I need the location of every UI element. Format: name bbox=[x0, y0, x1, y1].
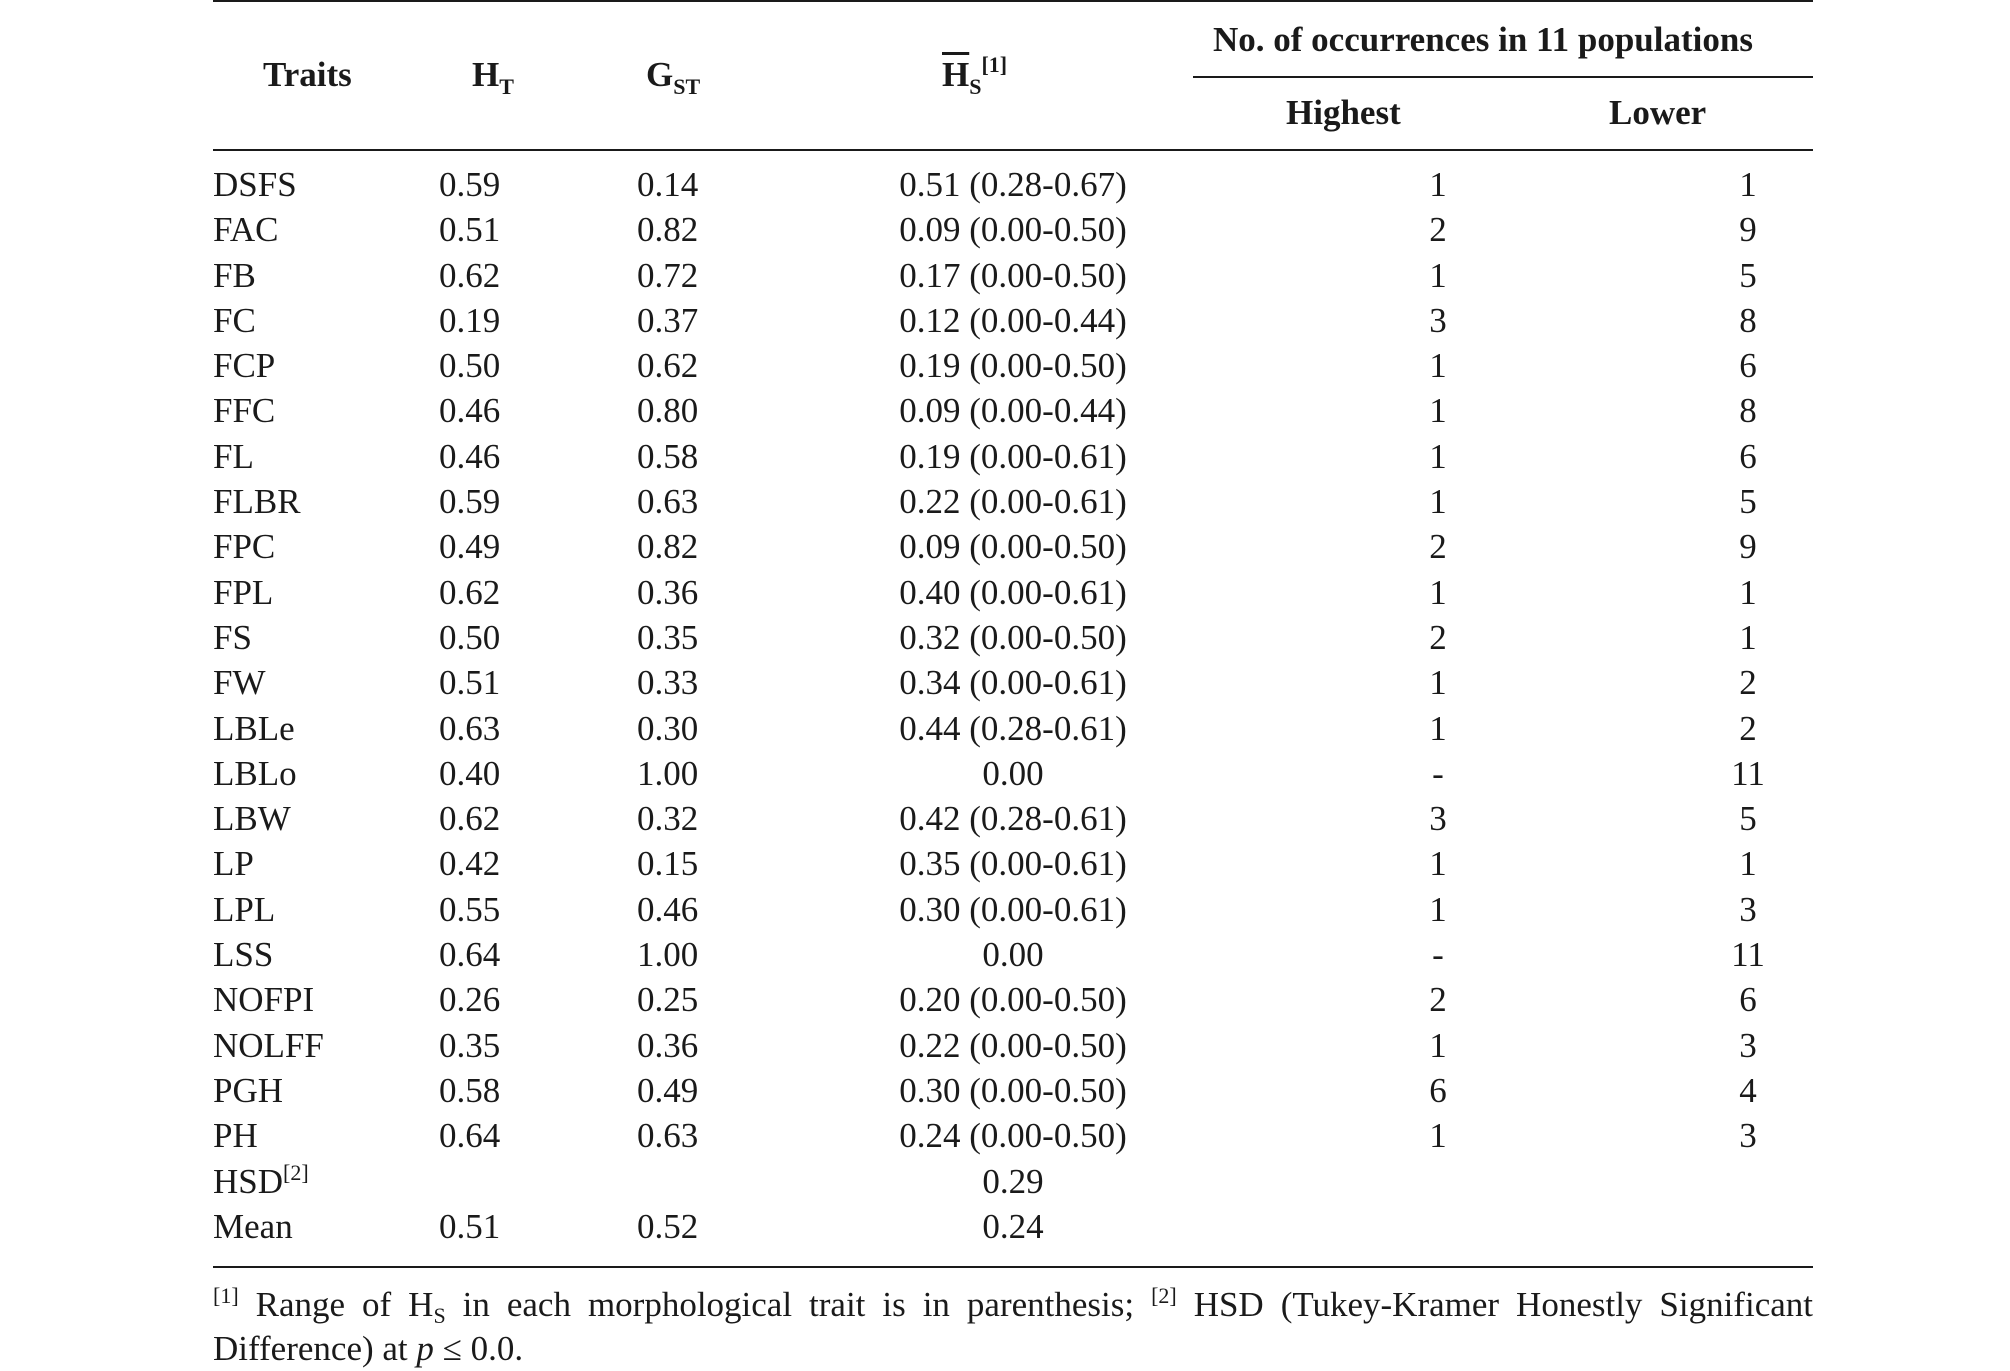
cell-gst: 0.82 bbox=[637, 210, 699, 250]
cell-highest: 3 bbox=[1429, 300, 1447, 340]
table-row bbox=[213, 796, 1813, 841]
table-row-hsd bbox=[213, 1159, 1813, 1204]
cell-trait: HSD[2] bbox=[213, 1159, 309, 1201]
cell-hs: 0.09 (0.00-0.50) bbox=[899, 210, 1127, 250]
table-row bbox=[213, 524, 1813, 569]
cell-ht: 0.62 bbox=[439, 799, 501, 839]
cell-hs: 0.32 (0.00-0.50) bbox=[899, 617, 1127, 657]
cell-ht: 0.63 bbox=[439, 708, 501, 748]
cell-highest: 3 bbox=[1429, 799, 1447, 839]
cell-highest: 1 bbox=[1429, 165, 1447, 204]
cell-hs: 0.35 (0.00-0.61) bbox=[899, 844, 1127, 884]
cell-lower: 11 bbox=[1731, 753, 1765, 793]
cell-lower: 5 bbox=[1739, 482, 1757, 522]
cell-gst: 0.35 bbox=[637, 617, 699, 657]
cell-trait: FS bbox=[213, 617, 252, 657]
cell-trait: FC bbox=[213, 300, 256, 340]
cell-hs: 0.42 (0.28-0.61) bbox=[899, 799, 1127, 839]
cell-highest: 2 bbox=[1429, 617, 1447, 657]
table-row-mean bbox=[213, 1204, 1813, 1249]
table-row bbox=[213, 751, 1813, 796]
cell-trait: FPL bbox=[213, 572, 274, 612]
cell-lower: 3 bbox=[1739, 889, 1757, 929]
cell-trait: PGH bbox=[213, 1070, 284, 1110]
cell-hs: 0.00 bbox=[982, 935, 1044, 975]
cell-hs: 0.24 (0.00-0.50) bbox=[899, 1116, 1127, 1156]
cell-trait: NOLFF bbox=[213, 1025, 324, 1065]
cell-trait: FB bbox=[213, 255, 256, 295]
cell-trait: LBLo bbox=[213, 753, 297, 793]
header-lower: Lower bbox=[1609, 93, 1707, 132]
header-highest: Highest bbox=[1286, 93, 1401, 132]
cell-trait: DSFS bbox=[213, 165, 297, 204]
cell-highest: 1 bbox=[1429, 889, 1447, 929]
cell-trait: FL bbox=[213, 436, 254, 476]
cell-highest: 1 bbox=[1429, 391, 1447, 431]
cell-ht: 0.50 bbox=[439, 617, 501, 657]
cell-lower: 3 bbox=[1739, 1116, 1757, 1156]
cell-highest: 2 bbox=[1429, 210, 1447, 250]
cell-hs: 0.09 (0.00-0.44) bbox=[899, 391, 1127, 431]
cell-ht: 0.19 bbox=[439, 300, 501, 340]
table-body bbox=[213, 162, 1813, 1249]
cell-highest: 1 bbox=[1429, 844, 1447, 884]
cell-gst: 0.36 bbox=[637, 572, 699, 612]
header-gst: $G_{ST}$ bbox=[646, 55, 701, 99]
cell-ht: 0.46 bbox=[439, 436, 501, 476]
cell-gst: 0.32 bbox=[637, 799, 699, 839]
cell-gst: 0.49 bbox=[637, 1070, 699, 1110]
cell-hs: 0.30 (0.00-0.61) bbox=[899, 889, 1127, 929]
cell-ht: 0.55 bbox=[439, 889, 501, 929]
cell-trait: PH bbox=[213, 1116, 258, 1156]
cell-hs: 0.29 bbox=[982, 1161, 1044, 1201]
header-hs: $\overline{H}_S[1]$ bbox=[942, 52, 1008, 99]
occurrences-subrule bbox=[1193, 76, 1813, 78]
cell-ht: 0.59 bbox=[439, 165, 501, 204]
cell-ht: 0.58 bbox=[439, 1070, 501, 1110]
cell-trait: NOFPI bbox=[213, 980, 315, 1020]
cell-highest: 6 bbox=[1429, 1070, 1447, 1110]
table-row bbox=[213, 615, 1813, 660]
cell-highest: 1 bbox=[1429, 572, 1447, 612]
cell-hs: 0.20 (0.00-0.50) bbox=[899, 980, 1127, 1020]
cell-highest: 1 bbox=[1429, 346, 1447, 386]
table-row bbox=[213, 570, 1813, 615]
cell-lower: 1 bbox=[1739, 844, 1757, 884]
cell-lower: 6 bbox=[1739, 346, 1757, 386]
table-row bbox=[213, 932, 1813, 977]
cell-hs: 0.09 (0.00-0.50) bbox=[899, 527, 1127, 567]
bottom-rule bbox=[213, 1266, 1813, 1268]
cell-lower: 1 bbox=[1739, 617, 1757, 657]
cell-lower: 8 bbox=[1739, 300, 1757, 340]
cell-lower: 3 bbox=[1739, 1025, 1757, 1065]
cell-hs: 0.19 (0.00-0.61) bbox=[899, 436, 1127, 476]
table-row bbox=[213, 479, 1813, 524]
cell-trait: FLBR bbox=[213, 482, 301, 522]
cell-highest: 2 bbox=[1429, 980, 1447, 1020]
cell-highest: 1 bbox=[1429, 436, 1447, 476]
cell-hs: 0.22 (0.00-0.61) bbox=[899, 482, 1127, 522]
cell-lower: 9 bbox=[1739, 527, 1757, 567]
cell-lower: 1 bbox=[1739, 165, 1757, 204]
cell-trait: LBW bbox=[213, 799, 291, 839]
cell-ht: 0.46 bbox=[439, 391, 501, 431]
cell-hs: 0.34 (0.00-0.61) bbox=[899, 663, 1127, 703]
table-row bbox=[213, 1068, 1813, 1113]
cell-lower: 5 bbox=[1739, 799, 1757, 839]
table-row bbox=[213, 207, 1813, 252]
cell-gst: 0.33 bbox=[637, 663, 699, 703]
table-row bbox=[213, 162, 1813, 207]
cell-gst: 0.14 bbox=[637, 165, 699, 204]
cell-hs: 0.24 bbox=[982, 1206, 1044, 1246]
cell-highest: - bbox=[1432, 935, 1444, 975]
cell-gst: 0.46 bbox=[637, 889, 699, 929]
cell-ht: 0.51 bbox=[439, 1206, 501, 1246]
cell-lower: 9 bbox=[1739, 210, 1757, 250]
cell-trait: FPC bbox=[213, 527, 276, 567]
cell-trait: LSS bbox=[213, 935, 274, 975]
table-row bbox=[213, 253, 1813, 298]
cell-gst: 1.00 bbox=[637, 753, 699, 793]
cell-lower: 5 bbox=[1739, 255, 1757, 295]
cell-hs: 0.19 (0.00-0.50) bbox=[899, 346, 1127, 386]
table-row bbox=[213, 977, 1813, 1022]
cell-trait: FFC bbox=[213, 391, 276, 431]
cell-lower: 4 bbox=[1739, 1070, 1757, 1110]
cell-lower: 1 bbox=[1739, 572, 1757, 612]
cell-gst: 0.37 bbox=[637, 300, 699, 340]
cell-gst: 0.58 bbox=[637, 436, 699, 476]
header-occurrences: No. of occurrences in 11 populations bbox=[1213, 20, 1753, 59]
table-row bbox=[213, 298, 1813, 343]
cell-highest: 1 bbox=[1429, 708, 1447, 748]
cell-hs: 0.30 (0.00-0.50) bbox=[899, 1070, 1127, 1110]
cell-lower: 2 bbox=[1739, 708, 1757, 748]
cell-gst: 1.00 bbox=[637, 935, 699, 975]
cell-lower: 6 bbox=[1739, 980, 1757, 1020]
table-row bbox=[213, 706, 1813, 751]
cell-highest: 1 bbox=[1429, 482, 1447, 522]
cell-trait: LBLe bbox=[213, 708, 295, 748]
cell-ht: 0.35 bbox=[439, 1025, 501, 1065]
cell-hs: 0.22 (0.00-0.50) bbox=[899, 1025, 1127, 1065]
cell-gst: 0.62 bbox=[637, 346, 699, 386]
cell-ht: 0.26 bbox=[439, 980, 501, 1020]
cell-gst: 0.15 bbox=[637, 844, 699, 884]
cell-gst: 0.82 bbox=[637, 527, 699, 567]
cell-gst: 0.63 bbox=[637, 482, 699, 522]
cell-highest: 1 bbox=[1429, 1116, 1447, 1156]
cell-hs: 0.00 bbox=[982, 753, 1044, 793]
cell-gst: 0.72 bbox=[637, 255, 699, 295]
header-rule bbox=[213, 149, 1813, 151]
cell-ht: 0.49 bbox=[439, 527, 501, 567]
cell-ht: 0.62 bbox=[439, 572, 501, 612]
cell-lower: 2 bbox=[1739, 663, 1757, 703]
cell-ht: 0.42 bbox=[439, 844, 501, 884]
table-row bbox=[213, 1113, 1813, 1158]
cell-lower: 6 bbox=[1739, 436, 1757, 476]
cell-hs: 0.44 (0.28-0.61) bbox=[899, 708, 1127, 748]
cell-hs: 0.12 (0.00-0.44) bbox=[899, 300, 1127, 340]
footnote: [1] Range of $H_S$ in each morphological trait is in parenthesis; [2] HSD (Tukey-Kramer Honestly Significant Difference) at p ≤ 0.0. bbox=[213, 1283, 1813, 1368]
cell-ht: 0.62 bbox=[439, 255, 501, 295]
cell-trait: FAC bbox=[213, 210, 279, 250]
cell-hs: 0.40 (0.00-0.61) bbox=[899, 572, 1127, 612]
header-ht: $H_T$ bbox=[472, 55, 514, 99]
cell-ht: 0.51 bbox=[439, 663, 501, 703]
cell-highest: 1 bbox=[1429, 1025, 1447, 1065]
cell-ht: 0.51 bbox=[439, 210, 501, 250]
cell-gst: 0.25 bbox=[637, 980, 699, 1020]
header-traits: Traits bbox=[263, 55, 352, 94]
cell-gst: 0.63 bbox=[637, 1116, 699, 1156]
top-rule bbox=[213, 0, 1813, 2]
cell-ht: 0.40 bbox=[439, 753, 501, 793]
cell-highest: 2 bbox=[1429, 527, 1447, 567]
cell-lower: 11 bbox=[1731, 935, 1765, 975]
table-row bbox=[213, 887, 1813, 932]
cell-trait: FCP bbox=[213, 346, 276, 386]
table-row bbox=[213, 841, 1813, 886]
cell-highest: - bbox=[1432, 753, 1444, 793]
cell-gst: 0.30 bbox=[637, 708, 699, 748]
cell-gst: 0.52 bbox=[637, 1206, 699, 1246]
cell-ht: 0.59 bbox=[439, 482, 501, 522]
cell-trait: LP bbox=[213, 844, 254, 884]
cell-highest: 1 bbox=[1429, 255, 1447, 295]
cell-gst: 0.80 bbox=[637, 391, 699, 431]
cell-ht: 0.50 bbox=[439, 346, 501, 386]
cell-ht: 0.64 bbox=[439, 1116, 501, 1156]
table-row bbox=[213, 434, 1813, 479]
cell-hs: 0.17 (0.00-0.50) bbox=[899, 255, 1127, 295]
cell-trait: LPL bbox=[213, 889, 276, 929]
table-row bbox=[213, 388, 1813, 433]
table-row bbox=[213, 1023, 1813, 1068]
cell-trait: FW bbox=[213, 663, 266, 703]
cell-highest: 1 bbox=[1429, 663, 1447, 703]
table-row bbox=[213, 660, 1813, 705]
table-row bbox=[213, 343, 1813, 388]
cell-lower: 8 bbox=[1739, 391, 1757, 431]
cell-hs: 0.51 (0.28-0.67) bbox=[899, 165, 1127, 204]
cell-gst: 0.36 bbox=[637, 1025, 699, 1065]
cell-trait: Mean bbox=[213, 1206, 293, 1246]
cell-ht: 0.64 bbox=[439, 935, 501, 975]
